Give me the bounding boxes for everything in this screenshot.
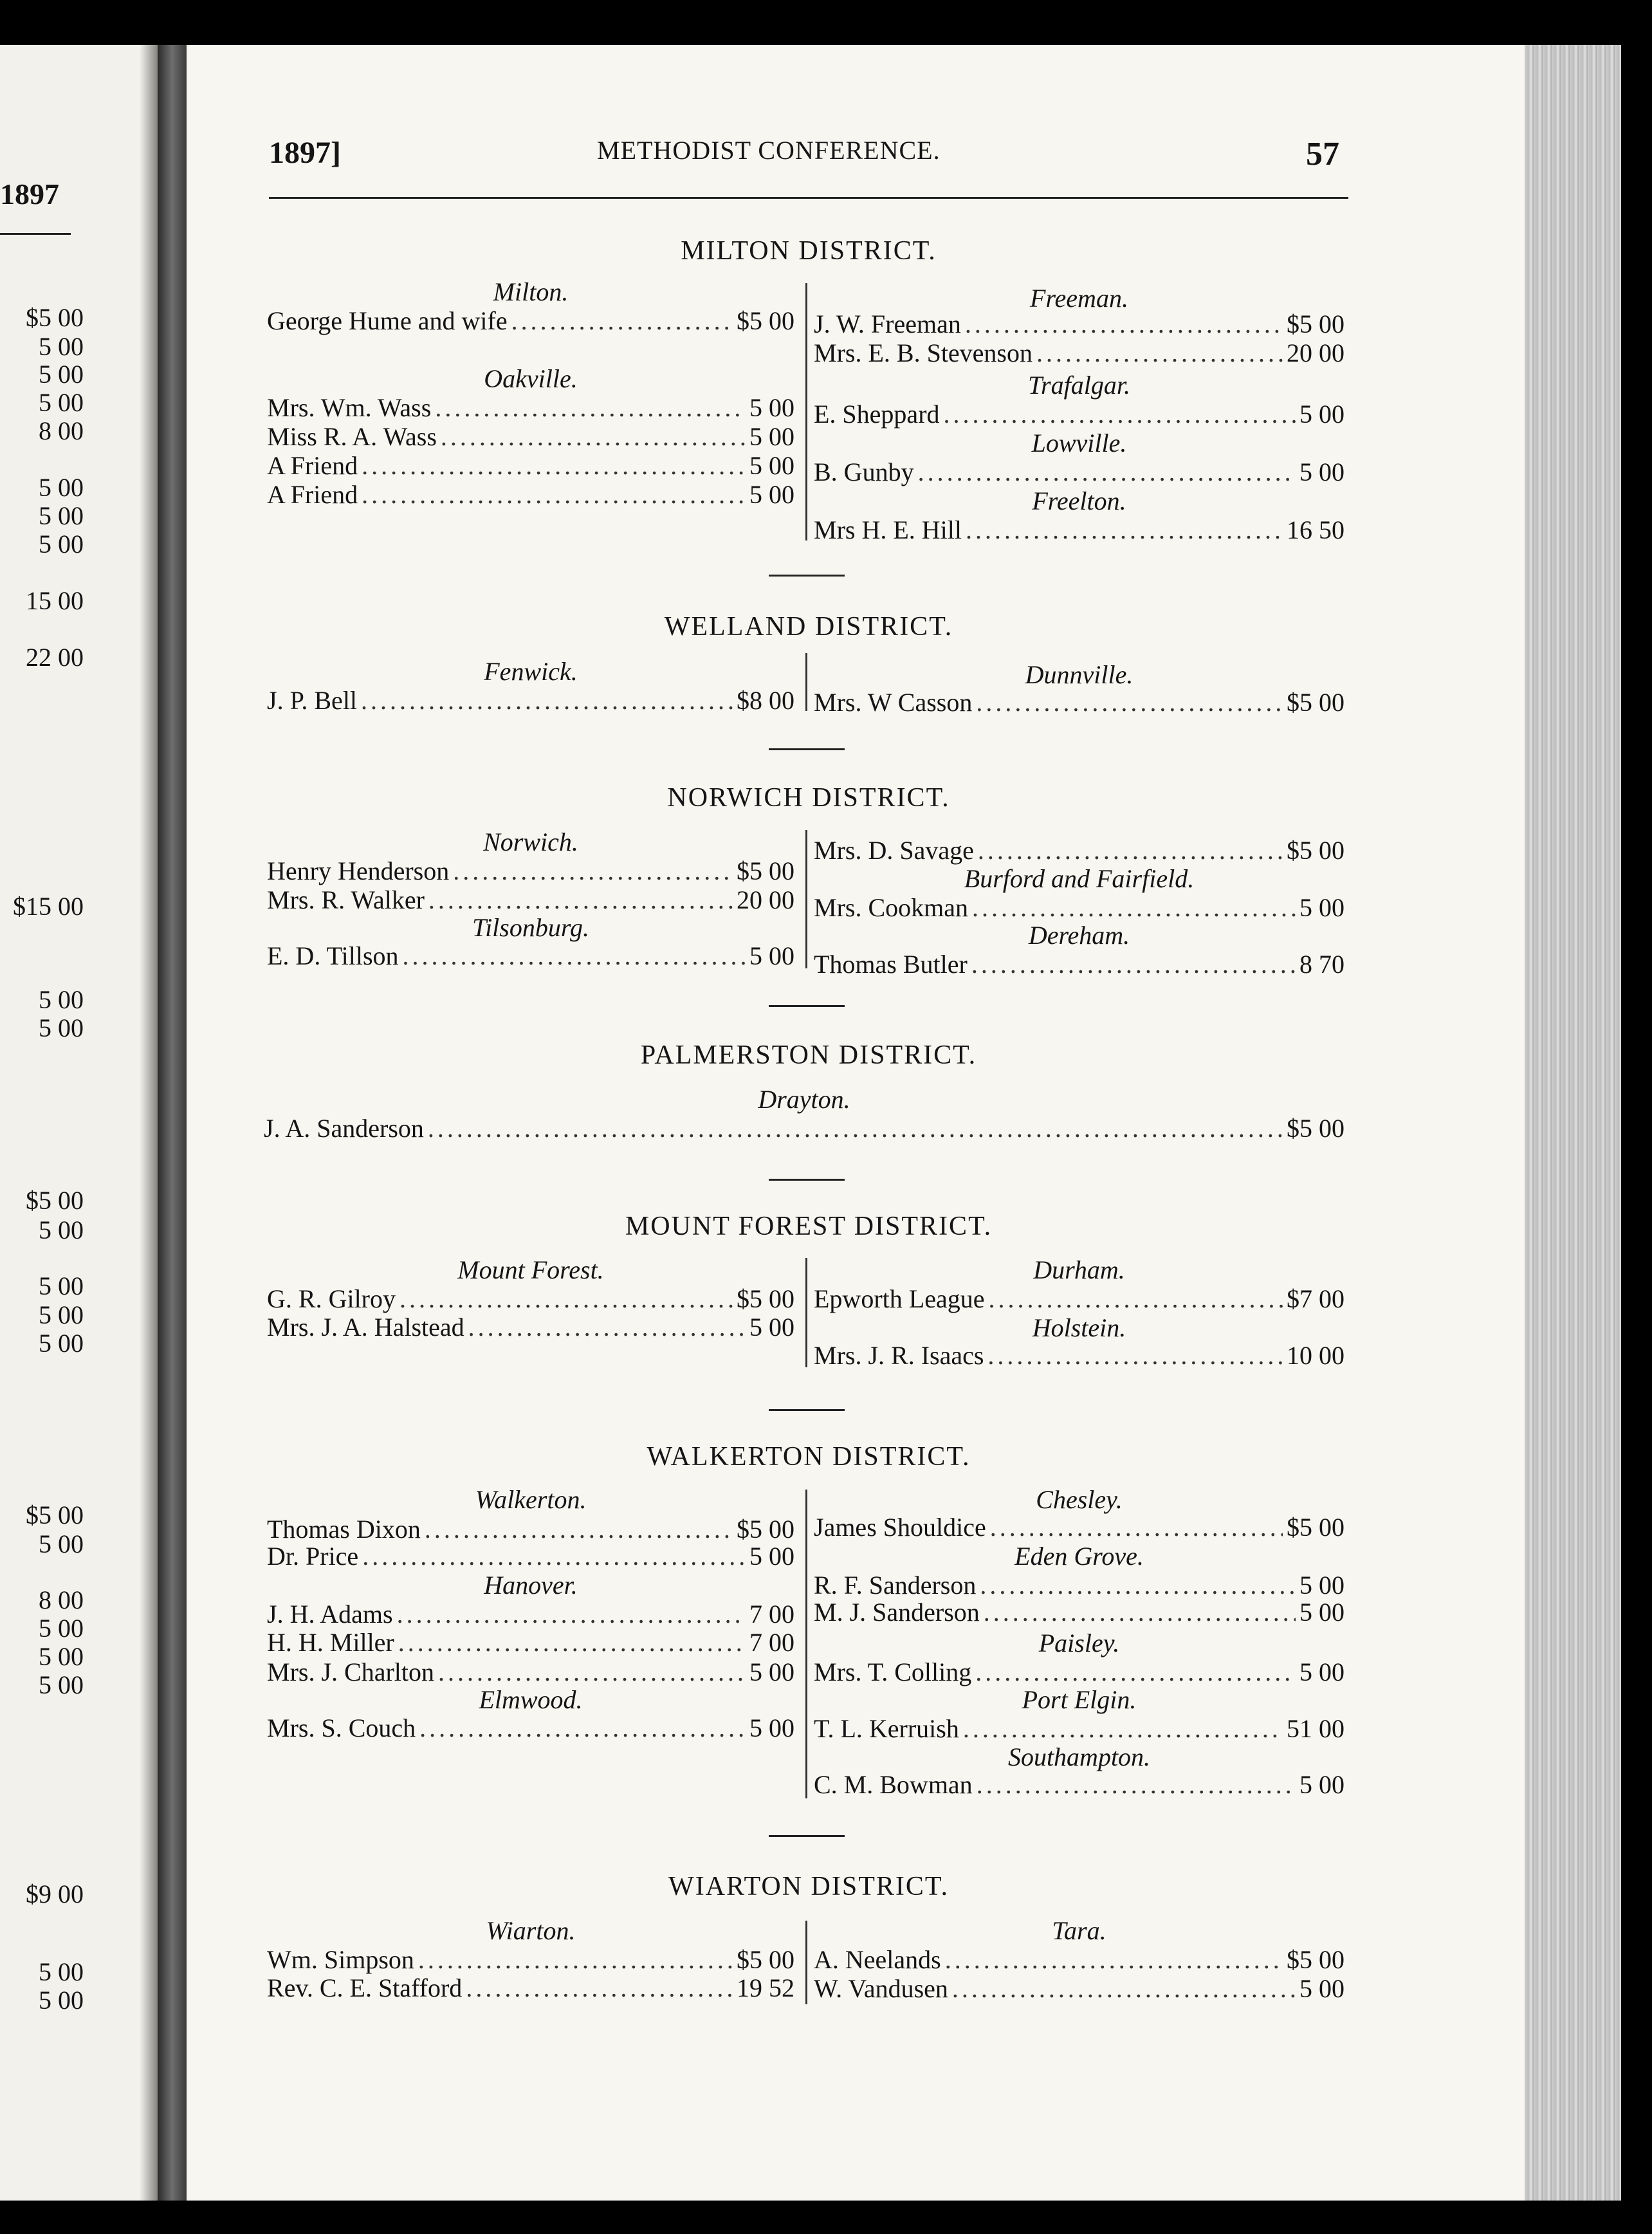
town-heading: Paisley. [1038, 1629, 1120, 1657]
section-separator [769, 1409, 845, 1411]
town-heading: Dunnville. [1025, 660, 1133, 689]
facing-page-amount: 8 00 [39, 1585, 84, 1614]
contributor-name: Mrs. S. Couch [267, 1713, 416, 1742]
running-header-title: METHODIST CONFERENCE. [597, 136, 941, 165]
contributor-name: Mrs. J. R. Isaacs [814, 1341, 984, 1370]
district-title: NORWICH DISTRICT. [667, 783, 950, 813]
town-heading: Fenwick. [484, 657, 578, 686]
facing-page-amount: 5 00 [39, 1271, 84, 1300]
district-title: WALKERTON DISTRICT. [647, 1442, 971, 1472]
column-divider [805, 1490, 807, 1798]
district-title: PALMERSTON DISTRICT. [640, 1040, 977, 1070]
contribution-entry [267, 479, 794, 510]
contributor-name: Mrs. E. B. Stevenson [814, 338, 1032, 367]
town-heading: Wiarton. [486, 1916, 576, 1945]
contributor-name: Dr. Price [267, 1542, 359, 1571]
town-heading: Chesley. [1036, 1485, 1123, 1514]
town-heading: Holstein. [1032, 1313, 1126, 1342]
contributor-name: James Shouldice [814, 1513, 986, 1542]
contribution-amount: $5 00 [1287, 1513, 1345, 1542]
contribution-entry [267, 1627, 794, 1657]
town-heading: Oakville. [484, 364, 578, 393]
contribution-entry [267, 1284, 794, 1314]
contribution-amount: 5 00 [749, 1713, 794, 1742]
leader-dots [362, 1541, 746, 1571]
contribution-entry [814, 338, 1345, 368]
town-heading: Freelton. [1032, 486, 1126, 515]
contribution-entry [267, 1599, 794, 1629]
column-divider [805, 653, 807, 711]
contribution-entry [814, 1944, 1345, 1975]
contribution-amount: 5 00 [1299, 893, 1345, 922]
contribution-amount: 5 00 [749, 1313, 794, 1342]
contribution-entry [814, 515, 1345, 545]
facing-page-amount: 22 00 [26, 643, 84, 672]
contribution-amount: 5 00 [1299, 1657, 1345, 1686]
contribution-amount: $5 00 [1287, 1114, 1345, 1143]
facing-page-amount: 5 00 [39, 1215, 84, 1244]
facing-page-amount: 5 00 [39, 1329, 84, 1358]
town-heading: Milton. [493, 277, 569, 306]
leader-dots [966, 515, 1283, 545]
contribution-amount: 16 50 [1287, 515, 1345, 544]
contribution-entry [267, 1944, 794, 1975]
town-heading: Tilsonburg. [472, 913, 589, 942]
contribution-amount: 10 00 [1287, 1341, 1345, 1370]
contribution-amount: $5 00 [737, 1284, 794, 1313]
contributor-name: A. Neelands [814, 1945, 941, 1974]
contribution-amount: 5 00 [1299, 1770, 1345, 1799]
leader-dots [441, 421, 746, 452]
contribution-entry [267, 1514, 794, 1544]
contribution-amount: 8 70 [1299, 950, 1345, 979]
contribution-amount: 5 00 [1299, 1974, 1345, 2003]
contributor-name: Rev. C. E. Stafford [267, 1973, 463, 2002]
contributor-name: Mrs H. E. Hill [814, 515, 962, 544]
section-separator [769, 1005, 845, 1007]
contribution-entry [264, 1113, 1345, 1143]
contribution-entry [267, 1657, 794, 1687]
contribution-entry [814, 835, 1345, 865]
contribution-amount: 7 00 [749, 1600, 794, 1629]
contributor-name: J. A. Sanderson [264, 1114, 424, 1143]
facing-page-amount: 5 00 [39, 1529, 84, 1558]
contribution-entry [814, 1597, 1345, 1627]
contribution-entry [267, 856, 794, 886]
facing-page-amount: 5 00 [39, 473, 84, 502]
town-heading: Port Elgin. [1022, 1685, 1137, 1714]
leader-dots [425, 1514, 733, 1544]
contribution-entry [814, 1512, 1345, 1542]
contributor-name: Mrs. J. Charlton [267, 1657, 434, 1686]
leader-dots [963, 1713, 1283, 1744]
facing-page-amount: 5 00 [39, 388, 84, 417]
leader-dots [453, 856, 733, 886]
facing-page-rule [0, 233, 71, 235]
contributor-name: Wm. Simpson [267, 1945, 414, 1974]
town-heading: Eden Grove. [1014, 1542, 1144, 1571]
contribution-entry [814, 892, 1345, 923]
contributor-name: Henry Henderson [267, 856, 450, 885]
leader-dots [972, 892, 1296, 923]
contribution-amount: $7 00 [1287, 1284, 1345, 1313]
leader-dots [1036, 338, 1283, 368]
contribution-amount: $5 00 [737, 856, 794, 885]
town-heading: Southampton. [1007, 1742, 1151, 1771]
leader-dots [980, 1570, 1296, 1600]
leader-dots [361, 685, 733, 715]
page-edges [1525, 45, 1621, 2201]
contribution-entry [814, 1657, 1345, 1687]
contribution-entry [814, 687, 1345, 717]
contribution-amount: 19 52 [737, 1973, 794, 2002]
contributor-name: Miss R. A. Wass [267, 422, 437, 451]
contribution-entry [814, 309, 1345, 339]
contribution-amount: $5 00 [737, 306, 794, 335]
book-gutter [158, 45, 187, 2201]
facing-page-amount: 5 00 [39, 360, 84, 389]
town-heading: Walkerton. [475, 1485, 587, 1514]
contribution-amount: $5 00 [1287, 688, 1345, 717]
contribution-amount: 20 00 [1287, 338, 1345, 367]
column-divider [805, 1258, 807, 1367]
contributor-name: E. Sheppard [814, 400, 940, 429]
running-header-year: 1897] [269, 136, 341, 170]
facing-page-amount: $5 00 [26, 1500, 84, 1529]
contributor-name: C. M. Bowman [814, 1770, 973, 1799]
contributor-name: G. R. Gilroy [267, 1284, 396, 1313]
leader-dots [418, 1944, 733, 1975]
town-heading: Durham. [1033, 1255, 1125, 1284]
facing-page-amount: 5 00 [39, 985, 84, 1014]
page-number: 57 [1306, 136, 1339, 172]
section-separator [769, 748, 845, 750]
section-separator [769, 1835, 845, 1837]
header-rule [269, 197, 1348, 199]
facing-page-amount: 5 00 [39, 1013, 84, 1042]
leader-dots [978, 835, 1283, 865]
contribution-amount: 5 00 [749, 941, 794, 970]
contribution-amount: 5 00 [749, 480, 794, 509]
leader-dots [965, 309, 1283, 339]
leader-dots [362, 450, 746, 481]
leader-dots [435, 392, 746, 423]
facing-page-amount: $9 00 [26, 1879, 84, 1908]
district-title: MILTON DISTRICT. [681, 236, 937, 266]
contribution-entry [814, 1973, 1345, 2004]
facing-page-amount: 5 00 [39, 1642, 84, 1671]
leader-dots [511, 306, 733, 336]
contributor-name: J. W. Freeman [814, 309, 961, 338]
facing-page-amount: $5 00 [26, 1186, 84, 1215]
leader-dots [419, 1713, 746, 1743]
column-divider [805, 283, 807, 540]
contributor-name: E. D. Tillson [267, 941, 399, 970]
leader-dots [397, 1599, 746, 1629]
leader-dots [918, 457, 1296, 487]
facing-page-amount: 8 00 [39, 416, 84, 445]
leader-dots [399, 1284, 733, 1314]
contributor-name: J. P. Bell [267, 686, 358, 715]
facing-page [0, 45, 158, 2201]
town-heading: Norwich. [483, 827, 578, 856]
contributor-name: Thomas Butler [814, 950, 968, 979]
facing-page-amount: $15 00 [13, 892, 84, 921]
leader-dots [990, 1512, 1283, 1542]
leader-dots [428, 1113, 1283, 1143]
facing-page-amount: 5 00 [39, 501, 84, 530]
contribution-amount: 5 00 [749, 393, 794, 422]
contribution-entry [267, 1713, 794, 1743]
contribution-amount: 20 00 [737, 885, 794, 914]
contributor-name: A Friend [267, 480, 358, 509]
contribution-entry [814, 399, 1345, 429]
facing-page-amount: 5 00 [39, 1614, 84, 1643]
contributor-name: B. Gunby [814, 457, 914, 486]
contributor-name: H. H. Miller [267, 1628, 394, 1657]
town-heading: Freeman. [1030, 284, 1128, 313]
contribution-entry [814, 1769, 1345, 1800]
contributor-name: Mrs. Cookman [814, 893, 968, 922]
contribution-entry [267, 1973, 794, 2003]
leader-dots [362, 479, 746, 510]
town-heading: Drayton. [758, 1085, 850, 1114]
leader-dots [466, 1973, 733, 2003]
facing-page-amount: 5 00 [39, 1957, 84, 1986]
district-title: WIARTON DISTRICT. [668, 1872, 949, 1901]
contribution-entry [814, 457, 1345, 487]
contribution-amount: 5 00 [1299, 457, 1345, 486]
leader-dots [971, 949, 1296, 979]
leader-dots [977, 1769, 1296, 1800]
facing-page-amount: 5 00 [39, 1670, 84, 1699]
contribution-entry [814, 1713, 1345, 1744]
district-title: WELLAND DISTRICT. [664, 612, 953, 642]
leader-dots [468, 1312, 746, 1342]
leader-dots [428, 885, 733, 915]
facing-page-amount: 5 00 [39, 332, 84, 361]
contribution-amount: 7 00 [749, 1628, 794, 1657]
contributor-name: George Hume and wife [267, 306, 508, 335]
contribution-entry [267, 685, 794, 715]
contributor-name: Mrs. R. Walker [267, 885, 425, 914]
town-heading: Lowville. [1031, 429, 1127, 457]
leader-dots [976, 687, 1283, 717]
contribution-entry [267, 450, 794, 481]
facing-page-year: 1897 [0, 178, 59, 210]
section-separator [769, 1179, 845, 1181]
contribution-entry [267, 306, 794, 336]
contributor-name: J. H. Adams [267, 1600, 393, 1629]
column-divider [805, 830, 807, 968]
leader-dots [945, 1944, 1283, 1975]
contribution-entry [267, 885, 794, 915]
leader-dots [944, 399, 1296, 429]
contribution-amount: 5 00 [749, 1657, 794, 1686]
contribution-amount: 51 00 [1287, 1714, 1345, 1743]
town-heading: Dereham. [1028, 921, 1130, 950]
facing-page-amount: 5 00 [39, 530, 84, 558]
town-heading: Hanover. [484, 1571, 578, 1600]
district-title: MOUNT FOREST DISTRICT. [625, 1212, 993, 1241]
contributor-name: Mrs. J. A. Halstead [267, 1313, 464, 1342]
contributor-name: Thomas Dixon [267, 1515, 421, 1544]
contribution-entry [267, 392, 794, 423]
contribution-amount: $5 00 [737, 1515, 794, 1544]
town-heading: Mount Forest. [457, 1255, 604, 1284]
contribution-entry [267, 1541, 794, 1571]
contribution-amount: $5 00 [737, 1945, 794, 1974]
contribution-amount: 5 00 [749, 451, 794, 480]
facing-page-amount: $5 00 [26, 303, 84, 332]
contribution-amount: 5 00 [1299, 1598, 1345, 1627]
leader-dots [988, 1284, 1283, 1314]
contribution-amount: $5 00 [1287, 1945, 1345, 1974]
facing-page-amount: 5 00 [39, 1986, 84, 2015]
contributor-name: Mrs. D. Savage [814, 836, 974, 865]
contribution-amount: 5 00 [1299, 1571, 1345, 1600]
leader-dots [398, 1627, 746, 1657]
leader-dots [438, 1657, 746, 1687]
leader-dots [403, 941, 746, 971]
leader-dots [984, 1597, 1296, 1627]
contributor-name: Mrs. W Casson [814, 688, 973, 717]
contributor-name: Mrs. T. Colling [814, 1657, 972, 1686]
contributor-name: M. J. Sanderson [814, 1598, 980, 1627]
section-separator [769, 575, 845, 577]
contributor-name: Mrs. Wm. Wass [267, 393, 432, 422]
contribution-amount: 5 00 [749, 1542, 794, 1571]
contribution-entry [814, 949, 1345, 979]
contribution-amount: $8 00 [737, 686, 794, 715]
contribution-entry [814, 1570, 1345, 1600]
column-divider [805, 1921, 807, 2004]
facing-page-amount: 5 00 [39, 1300, 84, 1329]
contribution-entry [267, 421, 794, 452]
town-heading: Trafalgar. [1028, 371, 1130, 400]
contribution-amount: 5 00 [1299, 400, 1345, 429]
contribution-amount: $5 00 [1287, 309, 1345, 338]
contributor-name: R. F. Sanderson [814, 1571, 977, 1600]
town-heading: Burford and Fairfield. [964, 864, 1195, 893]
contribution-entry [267, 1312, 794, 1342]
leader-dots [952, 1973, 1296, 2004]
town-heading: Tara. [1052, 1916, 1106, 1945]
contributor-name: T. L. Kerruish [814, 1714, 959, 1743]
contribution-entry [814, 1284, 1345, 1314]
contribution-entry [814, 1340, 1345, 1371]
contribution-entry [267, 941, 794, 971]
contributor-name: W. Vandusen [814, 1974, 948, 2003]
town-heading: Elmwood. [479, 1685, 583, 1714]
facing-page-amount: 15 00 [26, 586, 84, 615]
contribution-amount: $5 00 [1287, 836, 1345, 865]
leader-dots [987, 1340, 1283, 1371]
leader-dots [975, 1657, 1296, 1687]
contribution-amount: 5 00 [749, 422, 794, 451]
contributor-name: Epworth League [814, 1284, 985, 1313]
contributor-name: A Friend [267, 451, 358, 480]
